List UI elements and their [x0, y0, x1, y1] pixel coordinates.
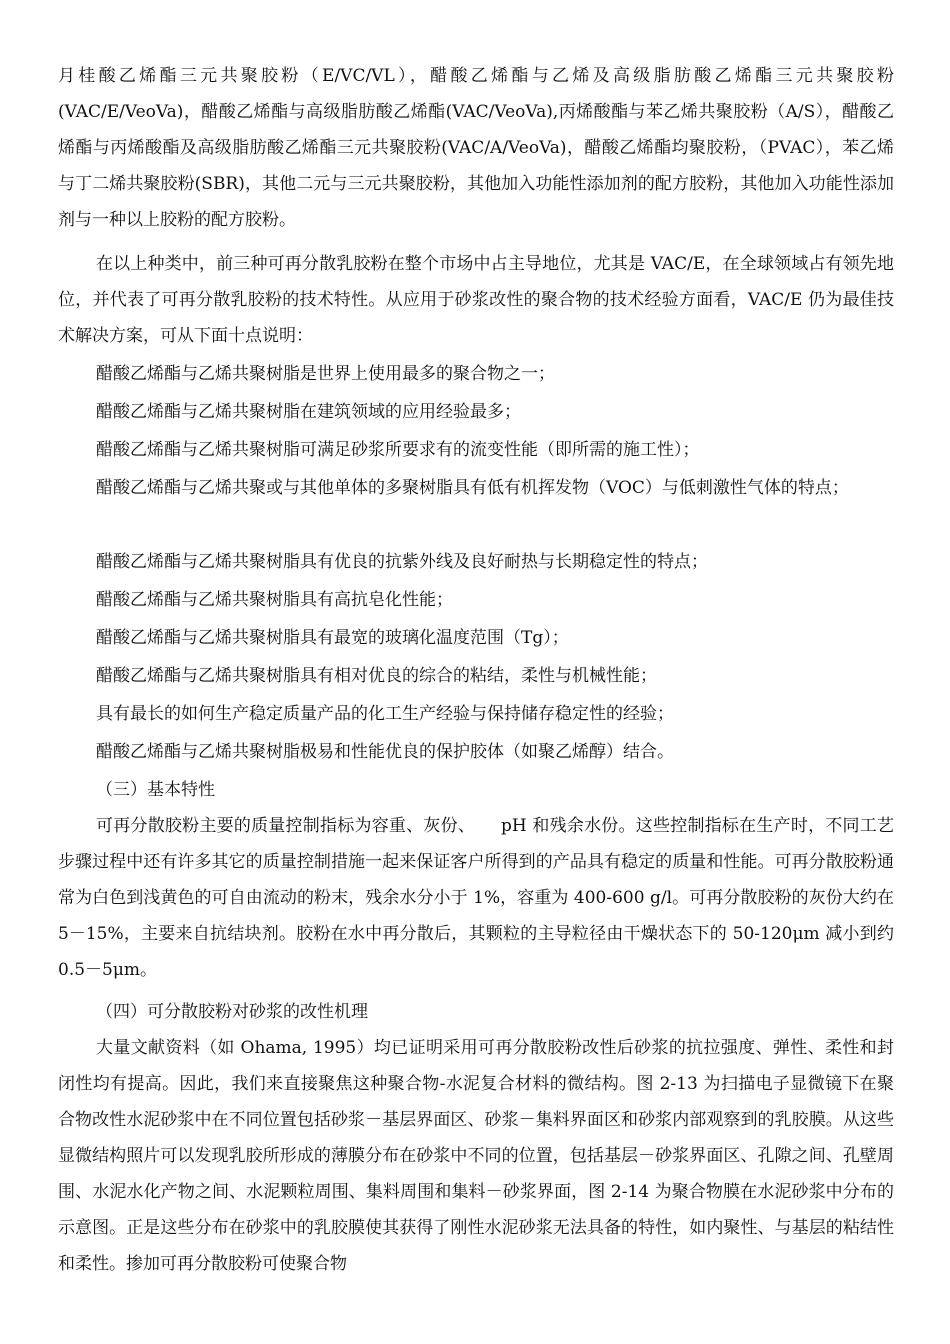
paragraph-vac-e-leading: 在以上种类中，前三种可再分散乳胶粉在整个市场中占主导地位，尤其是 VAC/E，在全球领域占有领先地位，并代表了可再分散乳胶粉的技术特性。从应用于砂浆改性的聚合物的技术经验方面看，VAC/E 仍为最佳技术解决方案，可从下面十点说明：: [58, 254, 894, 346]
paragraph-microstructure: 大量文献资料（如 Ohama, 1995）均已证明采用可再分散胶粉改性后砂浆的抗拉强度、弹性、柔性和封闭性均有提高。因此，我们来直接聚焦这种聚合物-水泥复合材料的微结构。图 2-13 为扫描电子显微镜下在聚合物改性水泥砂浆中在不同位置包括砂浆－基层界面区、砂浆－集料界面区和砂浆内部观察到的乳胶膜。从这些显微结构照片可以发现乳胶所形成的薄膜分布在砂浆中不同的位置，包括基层－砂浆界面区、孔隙之间、孔壁周围、水泥水化产物之间、水泥颗粒周围、集料周围和集料－砂浆界面，图 2-14 为聚合物膜在水泥砂浆中分布的示意图。正是这些分布在砂浆中的乳胶膜使其获得了刚性水泥砂浆无法具备的特性，如内聚性、与基层的粘结性和柔性。掺加可再分散胶粉可使聚合物: [58, 1038, 894, 1274]
paragraph-copolymer-types: 月桂酸乙烯酯三元共聚胶粉（E/VC/VL），醋酸乙烯酯与乙烯及高级脂肪酸乙烯酯三元共聚胶粉(VAC/E/VeoVa)，醋酸乙烯酯与高级脂肪酸乙烯酯(VAC/VeoVa),丙烯酸酯与苯乙烯共聚胶粉（A/S），醋酸乙烯酯与丙烯酸酯及高级脂肪酸乙烯酯三元共聚胶粉(VAC/A/VeoVa)，醋酸乙烯酯均聚胶粉，（PVAC），苯乙烯与丁二烯共聚胶粉(SBR)，其他二元与三元共聚胶粉，其他加入功能性添加剂的配方胶粉，其他加入功能性添加剂与一种以上胶粉的配方胶粉。: [58, 66, 894, 230]
paragraph-quality-indicators: 可再分散胶粉主要的质量控制指标为容重、灰份、 pH 和残余水份。这些控制指标在生产时，不同工艺步骤过程中还有许多其它的质量控制措施一起来保证客户所得到的产品具有稳定的质量和性能。可再分散胶粉通常为白色到浅黄色的可自由流动的粉末，残余水分小于 1%，容重为 400-600 g/l。可再分散胶粉的灰份大约在 5－15%，主要来自抗结块剂。胶粉在水中再分散后，其颗粒的主导粒径由干燥状态下的 50-120μm 减小到约 0.5－5μm。: [58, 816, 894, 980]
list-item: 醋酸乙烯酯与乙烯共聚或与其他单体的多聚树脂具有低有机挥发物（VOC）与低刺激性气体的特点；: [96, 478, 849, 498]
section-heading-basic-properties: （三）基本特性: [96, 780, 215, 800]
list-item: 醋酸乙烯酯与乙烯共聚树脂极易和性能优良的保护胶体（如聚乙烯醇）结合。: [96, 742, 674, 762]
list-item: 具有最长的如何生产稳定质量产品的化工生产经验与保持储存稳定性的经验；: [96, 704, 674, 724]
list-item: 醋酸乙烯酯与乙烯共聚树脂是世界上使用最多的聚合物之一；: [96, 364, 555, 384]
list-item: 醋酸乙烯酯与乙烯共聚树脂具有优良的抗紫外线及良好耐热与长期稳定性的特点；: [96, 552, 708, 572]
section-heading-modification-mechanism: （四）可分散胶粉对砂浆的改性机理: [96, 1002, 368, 1022]
list-item: 醋酸乙烯酯与乙烯共聚树脂可满足砂浆所要求有的流变性能（即所需的施工性）；: [96, 440, 700, 460]
list-item: 醋酸乙烯酯与乙烯共聚树脂在建筑领域的应用经验最多；: [96, 402, 521, 422]
list-item: 醋酸乙烯酯与乙烯共聚树脂具有相对优良的综合的粘结，柔性与机械性能；: [96, 666, 657, 686]
list-item: 醋酸乙烯酯与乙烯共聚树脂具有高抗皂化性能；: [96, 590, 453, 610]
list-item: 醋酸乙烯酯与乙烯共聚树脂具有最宽的玻璃化温度范围（Tg）；: [96, 628, 569, 648]
